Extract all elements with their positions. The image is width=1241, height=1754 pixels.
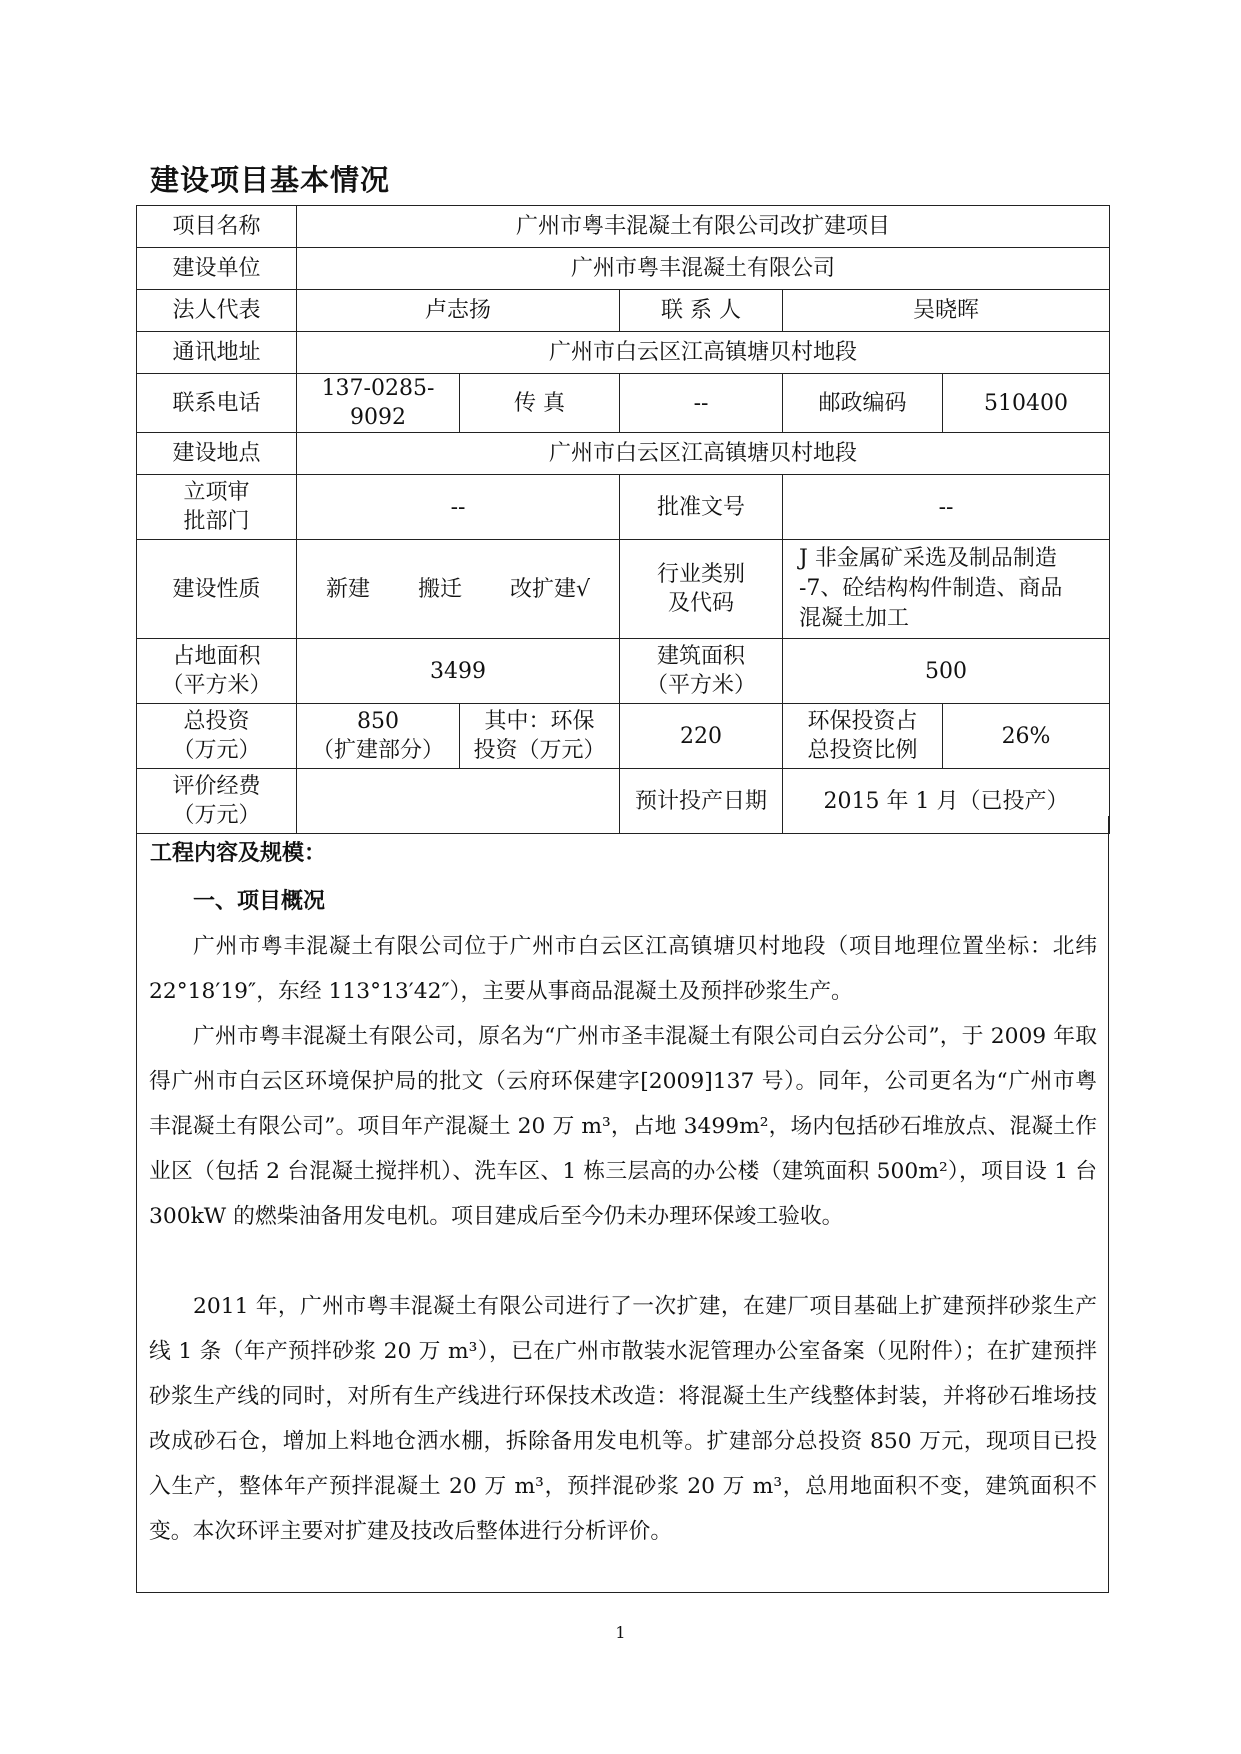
content-section <box>136 816 1109 1593</box>
site-value: 广州市白云区江高镇塘贝村地段 <box>297 433 1110 475</box>
table-row <box>137 206 1110 248</box>
project-name-value: 广州市粤丰混凝土有限公司改扩建项目 <box>297 206 1110 248</box>
paragraph-history: 广州市粤丰混凝土有限公司，原名为“广州市圣丰混凝土有限公司白云分公司”，于 2009 年取得广州市白云区环境保护局的批文（云府环保建字[2009]137 号）。同年，公司更名为“广州市粤丰混凝土有限公司”。项目年产混凝土 20 万 m³，占地 3499m²，场内包括砂石堆放点、混凝土作业区（包括 2 台混凝土搅拌机）、洗车区、1 栋三层高的办公楼（建筑面积 500m²），项目设 1 台 300kW 的燃柴油备用发电机。项目建成后至今仍未办理环保竣工验收。 <box>149 1024 1097 1229</box>
prod-date-label: 预计投产日期 <box>620 769 783 834</box>
industry-value: J 非金属矿采选及制品制造 -7、砼结构构件制造、商品 混凝土加工 <box>783 540 1110 639</box>
env-ratio-value: 26% <box>943 704 1110 769</box>
nature-expand: 改扩建√ <box>510 576 591 602</box>
address-label: 通讯地址 <box>137 332 297 374</box>
page-title: 建设项目基本情况 <box>150 163 391 197</box>
industry-label: 行业类别 及代码 <box>620 540 783 639</box>
section-heading-overview: 一、项目概况 <box>193 888 326 914</box>
project-name-label: 项目名称 <box>137 206 297 248</box>
table-row <box>137 540 1110 639</box>
postcode-value: 510400 <box>943 374 1110 433</box>
build-area-label: 建筑面积 （平方米） <box>620 639 783 704</box>
page-number: 1 <box>615 1623 626 1642</box>
table-row <box>137 290 1110 332</box>
table-row <box>137 248 1110 290</box>
approval-dept-label: 立项审 批部门 <box>137 475 297 540</box>
eval-fee-label: 评价经费 （万元） <box>137 769 297 834</box>
paragraph-expansion: 2011 年，广州市粤丰混凝土有限公司进行了一次扩建，在建厂项目基础上扩建预拌砂浆生产线 1 条（年产预拌砂浆 20 万 m³），已在广州市散装水泥管理办公室备案（见附件）；在扩建预拌砂浆生产线的同时，对所有生产线进行环保技术改造：将混凝土生产线整体封装，并将砂石堆场技改成砂石仓，增加上料地仓洒水棚，拆除备用发电机等。扩建部分总投资 850 万元，现项目已投入生产，整体年产预拌混凝土 20 万 m³，预拌混砂浆 20 万 m³，总用地面积不变，建筑面积不变。本次环评主要对扩建及技改后整体进行分析评价。 <box>149 1294 1097 1544</box>
env-invest-value: 220 <box>620 704 783 769</box>
fax-label: 传 真 <box>460 374 620 433</box>
table-row <box>137 639 1110 704</box>
phone-label: 联系电话 <box>137 374 297 433</box>
nature-label: 建设性质 <box>137 540 297 639</box>
contact-label: 联 系 人 <box>620 290 783 332</box>
unit-value: 广州市粤丰混凝土有限公司 <box>297 248 1110 290</box>
table-row <box>137 332 1110 374</box>
approval-no-label: 批准文号 <box>620 475 783 540</box>
table-row <box>137 433 1110 475</box>
paragraph-location: 广州市粤丰混凝土有限公司位于广州市白云区江高镇塘贝村地段（项目地理位置坐标：北纬 22°18′19″，东经 113°13′42″），主要从事商品混凝土及预拌砂浆生产。 <box>149 934 1097 1004</box>
build-area-value: 500 <box>783 639 1110 704</box>
env-ratio-label: 环保投资占 总投资比例 <box>783 704 943 769</box>
unit-label: 建设单位 <box>137 248 297 290</box>
postcode-label: 邮政编码 <box>783 374 943 433</box>
project-info-table <box>136 205 1110 834</box>
legal-rep-label: 法人代表 <box>137 290 297 332</box>
nature-relocate: 搬迁 <box>417 576 462 602</box>
table-row <box>137 475 1110 540</box>
legal-rep-value: 卢志扬 <box>297 290 620 332</box>
table-row <box>137 704 1110 769</box>
phone-value: 137-0285-9092 <box>297 374 460 433</box>
approval-no-value: -- <box>783 475 1110 540</box>
address-value: 广州市白云区江高镇塘贝村地段 <box>297 332 1110 374</box>
total-invest-value: 850 （扩建部分） <box>297 704 460 769</box>
table-row <box>137 374 1110 433</box>
approval-dept-value: -- <box>297 475 620 540</box>
land-area-value: 3499 <box>297 639 620 704</box>
section-heading-scale: 工程内容及规模： <box>150 840 327 866</box>
env-invest-label: 其中：环保 投资（万元） <box>460 704 620 769</box>
fax-value: -- <box>620 374 783 433</box>
total-invest-label: 总投资 （万元） <box>137 704 297 769</box>
prod-date-value: 2015 年 1 月（已投产） <box>783 769 1110 834</box>
nature-value <box>297 540 620 639</box>
contact-value: 吴晓晖 <box>783 290 1110 332</box>
nature-new: 新建 <box>325 576 370 602</box>
land-area-label: 占地面积 （平方米） <box>137 639 297 704</box>
site-label: 建设地点 <box>137 433 297 475</box>
